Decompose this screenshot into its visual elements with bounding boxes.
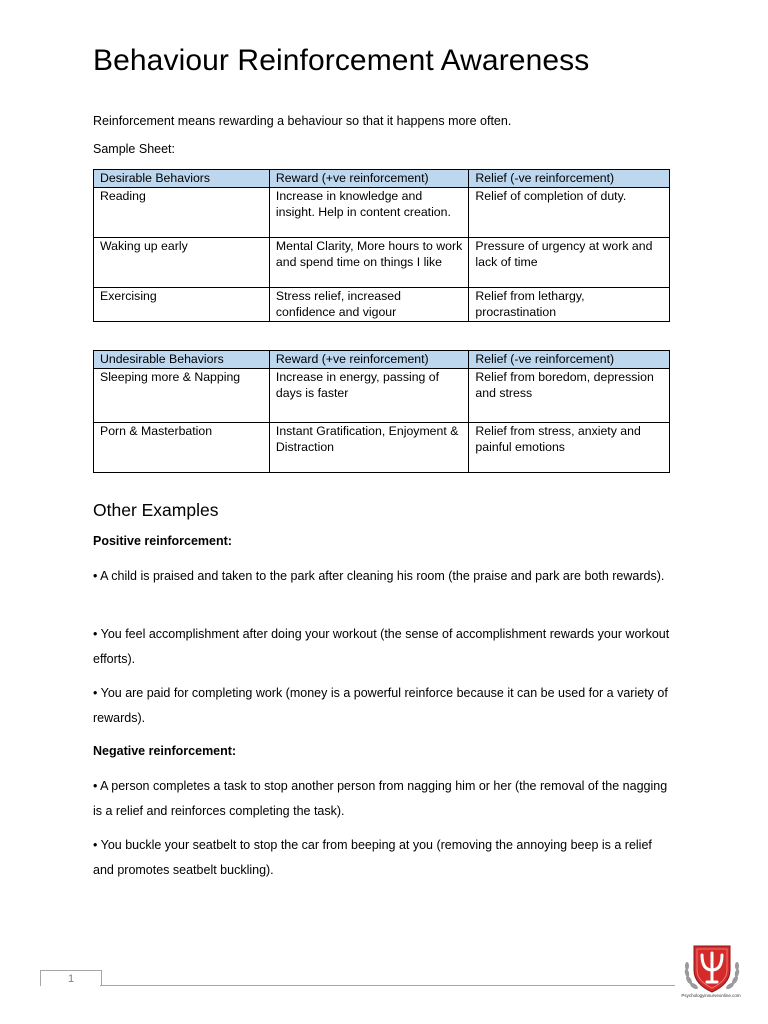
table-cell: Increase in knowledge and insight. Help in content creation.	[269, 187, 469, 237]
footer-divider	[100, 985, 675, 986]
table-row	[94, 187, 670, 237]
table-cell: Relief from boredom, depression and stress	[469, 368, 670, 422]
list-item: • You feel accomplishment after doing your workout (the sense of accomplishment rewards your workout efforts).	[93, 627, 670, 666]
positive-reinforcement-heading: Positive reinforcement:	[93, 534, 232, 548]
table-cell: Pressure of urgency at work and lack of time	[469, 237, 670, 287]
table-cell: Sleeping more & Napping	[94, 368, 270, 422]
table-header-cell: Desirable Behaviors	[94, 170, 270, 188]
intro-text: Reinforcement means rewarding a behaviour so that it happens more often.	[93, 114, 512, 128]
table-header-cell: Undesirable Behaviors	[94, 351, 270, 369]
page-title: Behaviour Reinforcement Awareness	[93, 44, 590, 77]
table-cell: Relief from stress, anxiety and painful emotions	[469, 422, 670, 472]
table-row	[94, 287, 670, 321]
desirable-behaviors-table	[93, 169, 670, 322]
table-cell: Reading	[94, 187, 270, 237]
table-header-cell: Reward (+ve reinforcement)	[269, 170, 469, 188]
table-cell: Porn & Masterbation	[94, 422, 270, 472]
table-header-row	[94, 170, 670, 188]
table-cell: Exercising	[94, 287, 270, 321]
table-cell: Mental Clarity, More hours to work and spend time on things I like	[269, 237, 469, 287]
negative-reinforcement-heading: Negative reinforcement:	[93, 744, 237, 758]
list-item: • You buckle your seatbelt to stop the car from beeping at you (removing the annoying beep is a relief and promotes seatbelt buckling).	[93, 838, 652, 877]
logo-website-text: Psychologyinsurveonline.com	[681, 993, 741, 998]
table-cell: Increase in energy, passing of days is faster	[269, 368, 469, 422]
table-row	[94, 237, 670, 287]
table-cell: Relief from lethargy, procrastination	[469, 287, 670, 321]
list-item: • You are paid for completing work (money is a powerful reinforce because it can be used for a variety of rewards).	[93, 686, 668, 725]
table-header-cell: Reward (+ve reinforcement)	[269, 351, 469, 369]
table-row	[94, 368, 670, 422]
table-header-cell: Relief (-ve reinforcement)	[469, 351, 670, 369]
list-item: • A child is praised and taken to the park after cleaning his room (the praise and park are both rewards).	[93, 569, 665, 583]
table-cell: Waking up early	[94, 237, 270, 287]
table-header-row	[94, 351, 670, 369]
table-cell: Stress relief, increased confidence and vigour	[269, 287, 469, 321]
page-number: 1	[40, 970, 102, 986]
sample-sheet-label: Sample Sheet:	[93, 142, 175, 156]
undesirable-behaviors-table	[93, 350, 670, 473]
table-row	[94, 422, 670, 472]
table-cell: Relief of completion of duty.	[469, 187, 670, 237]
other-examples-heading: Other Examples	[93, 500, 219, 520]
table-header-cell: Relief (-ve reinforcement)	[469, 170, 670, 188]
list-item: • A person completes a task to stop another person from nagging him or her (the removal of the nagging is a relief and reinforces completing the task).	[93, 779, 668, 818]
table-cell: Instant Gratification, Enjoyment & Distraction	[269, 422, 469, 472]
